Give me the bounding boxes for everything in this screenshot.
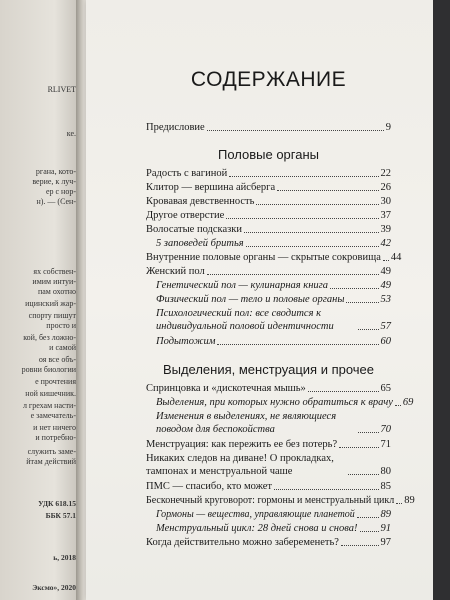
dot-leader — [217, 344, 378, 345]
toc-entry-page: 49 — [380, 266, 391, 277]
toc-entry-preface — [146, 121, 391, 134]
toc-entry-label: Изменения в выделениях, не являющиеся поводом для беспокойства — [156, 411, 337, 435]
left-page-text: и нет ничего — [33, 423, 76, 432]
toc-entry-label: Кровавая девственность — [146, 196, 255, 207]
left-page-text: ной кишечник. — [25, 389, 76, 398]
dot-leader — [274, 489, 378, 490]
left-page-text: пам охотно — [37, 287, 76, 296]
left-page-text: просто и — [46, 321, 76, 330]
left-page-text: ер с нор- — [45, 187, 76, 196]
toc-entry-page: 71 — [380, 439, 391, 450]
toc-entry — [146, 167, 391, 180]
toc-entry-label: Внутренние половые органы — скрытые сокровища — [146, 252, 381, 263]
toc-entry-page: 85 — [380, 481, 391, 492]
toc-subentry — [156, 237, 391, 250]
toc-subentry — [156, 410, 391, 436]
toc-entry-page: 9 — [385, 122, 391, 133]
toc-entry-label: Менструация: как пережить ее без потерь? — [146, 439, 338, 450]
toc-subentry — [156, 396, 414, 409]
toc-entry-label: Предисловие — [146, 122, 205, 133]
toc-entry-label: Клитор — вершина айсберга — [146, 182, 276, 193]
left-page-text: н). — (Сен- — [36, 197, 76, 206]
toc-entry-label: ПМС — спасибо, кто может — [146, 481, 273, 492]
left-page-text: л грехам насти- — [22, 401, 76, 410]
left-page-text: спорту пишут — [28, 311, 76, 320]
toc-entry — [146, 181, 391, 194]
dot-leader — [395, 405, 401, 406]
left-page-text: оя все объ- — [38, 355, 76, 364]
left-page-text: верие, к луч- — [32, 177, 76, 186]
left-page — [0, 0, 78, 600]
toc-entry-page: 89 — [404, 495, 415, 506]
toc-entry — [146, 382, 391, 395]
toc-entry — [146, 480, 391, 493]
left-page-text: е прочтения — [35, 377, 76, 386]
toc-entry-label: Подытожим — [156, 336, 216, 347]
dot-leader — [229, 176, 378, 177]
toc-subentry — [156, 522, 391, 535]
dot-leader — [256, 204, 378, 205]
dot-leader — [348, 474, 379, 475]
left-page-text: ь, 2018 — [53, 553, 76, 562]
toc-subentry — [156, 293, 391, 306]
dot-leader — [383, 260, 389, 261]
dot-leader — [226, 218, 378, 219]
dot-leader — [357, 517, 379, 518]
left-page-text: и самой — [49, 343, 76, 352]
left-page-text: йтам действий — [26, 457, 76, 466]
toc-entry-page: 37 — [380, 210, 391, 221]
dot-leader — [207, 130, 384, 131]
toc-subentry — [156, 335, 391, 348]
toc-entry-label: Никаких следов на диване! О прокладках, тампонах и менструальной чаше — [146, 453, 334, 477]
toc-subentry — [156, 307, 391, 333]
toc-entry — [146, 438, 391, 451]
dot-leader — [358, 432, 379, 433]
toc-entry-page: 39 — [380, 224, 391, 235]
toc-entry-label: Женский пол — [146, 266, 205, 277]
toc-entry-page: 69 — [402, 397, 414, 408]
toc-entry-page: 49 — [380, 280, 391, 291]
toc-entry-page: 91 — [380, 523, 391, 534]
toc-entry — [146, 251, 402, 264]
dot-leader — [277, 190, 378, 191]
dot-leader — [246, 246, 379, 247]
toc-entry-page: 57 — [380, 321, 391, 332]
section-heading: Половые органы — [217, 147, 319, 162]
dot-leader — [244, 232, 378, 233]
toc-entry-page: 26 — [380, 182, 391, 193]
toc-entry-page: 30 — [380, 196, 391, 207]
toc-entry-page: 65 — [380, 383, 391, 394]
toc-entry-page: 97 — [380, 537, 391, 548]
dot-leader — [360, 531, 379, 532]
toc-subentry — [156, 279, 391, 292]
toc-entry — [146, 452, 391, 478]
toc-entry-label: Радость с вагиной — [146, 168, 228, 179]
toc-entry-label: Выделения, при которых нужно обратиться к врачу — [156, 397, 393, 408]
toc-entry — [146, 223, 391, 236]
toc-entry-page: 42 — [380, 238, 391, 249]
toc-entry — [146, 195, 391, 208]
left-page-text: и потребно- — [35, 433, 76, 442]
left-page-text: УДК 618.15 — [38, 499, 76, 508]
toc-entry — [146, 265, 391, 278]
toc-entry-label: Психологический пол: все сводится к индивидуальной половой идентичности — [156, 308, 334, 332]
toc-entry-label: Спринцовка и «дискотечная мышь» — [146, 383, 306, 394]
dot-leader — [308, 391, 379, 392]
left-page-text: е замечатель- — [30, 411, 76, 420]
toc-entry-page: 89 — [380, 509, 391, 520]
toc-entry-label: Когда действительно можно забеременеть? — [146, 537, 339, 548]
toc-entry-label: 5 заповедей бритья — [156, 238, 244, 249]
background-edge — [433, 0, 450, 600]
toc-entry-page: 60 — [380, 336, 391, 347]
page-title: СОДЕРЖАНИЕ — [190, 68, 347, 91]
dot-leader — [341, 545, 379, 546]
dot-leader — [396, 503, 402, 504]
left-page-text: служить заме- — [27, 447, 76, 456]
left-page-text: ке. — [66, 129, 76, 138]
toc-entry — [146, 494, 415, 507]
section-heading: Выделения, менструация и прочее — [162, 362, 375, 377]
toc-entry — [146, 536, 391, 549]
toc-entry — [146, 209, 391, 222]
toc-entry-label: Физический пол — тело и половые органы — [156, 294, 345, 305]
toc-entry-page: 80 — [380, 466, 391, 477]
left-page-text: имим интуи- — [32, 277, 76, 286]
toc-entry-page: 22 — [380, 168, 391, 179]
left-page-text: ицинский жар- — [25, 299, 76, 308]
left-page-text: Эксмо», 2020 — [32, 583, 76, 592]
dot-leader — [358, 329, 379, 330]
left-page-text: RLIVET — [47, 85, 76, 94]
toc-entry-page: 53 — [380, 294, 391, 305]
toc-entry-label: Гормоны — вещества, управляющие планетой — [156, 509, 355, 520]
toc-entry-label: Волосатые подсказки — [146, 224, 243, 235]
dot-leader — [207, 274, 379, 275]
dot-leader — [346, 302, 378, 303]
toc-entry-label: Менструальный цикл: 28 дней снова и снова! — [156, 523, 358, 534]
left-page-text: кой, без ложно- — [23, 333, 76, 342]
toc-entry-label: Бесконечный круговорот: гормоны и менструальный цикл — [146, 495, 395, 506]
left-page-text: ББК 57.1 — [45, 511, 76, 520]
left-page-text: ровни биологии — [21, 365, 76, 374]
toc-subentry — [156, 508, 391, 521]
toc-entry-page: 44 — [390, 252, 402, 263]
dot-leader — [339, 447, 378, 448]
toc-entry-label: Другое отверстие — [146, 210, 225, 221]
toc-entry-page: 70 — [380, 424, 391, 435]
left-page-text: ях собствен- — [33, 267, 76, 276]
dot-leader — [330, 288, 378, 289]
toc-entry-label: Генетический пол — кулинарная книга — [156, 280, 329, 291]
left-page-text: ргана, кото- — [35, 167, 76, 176]
